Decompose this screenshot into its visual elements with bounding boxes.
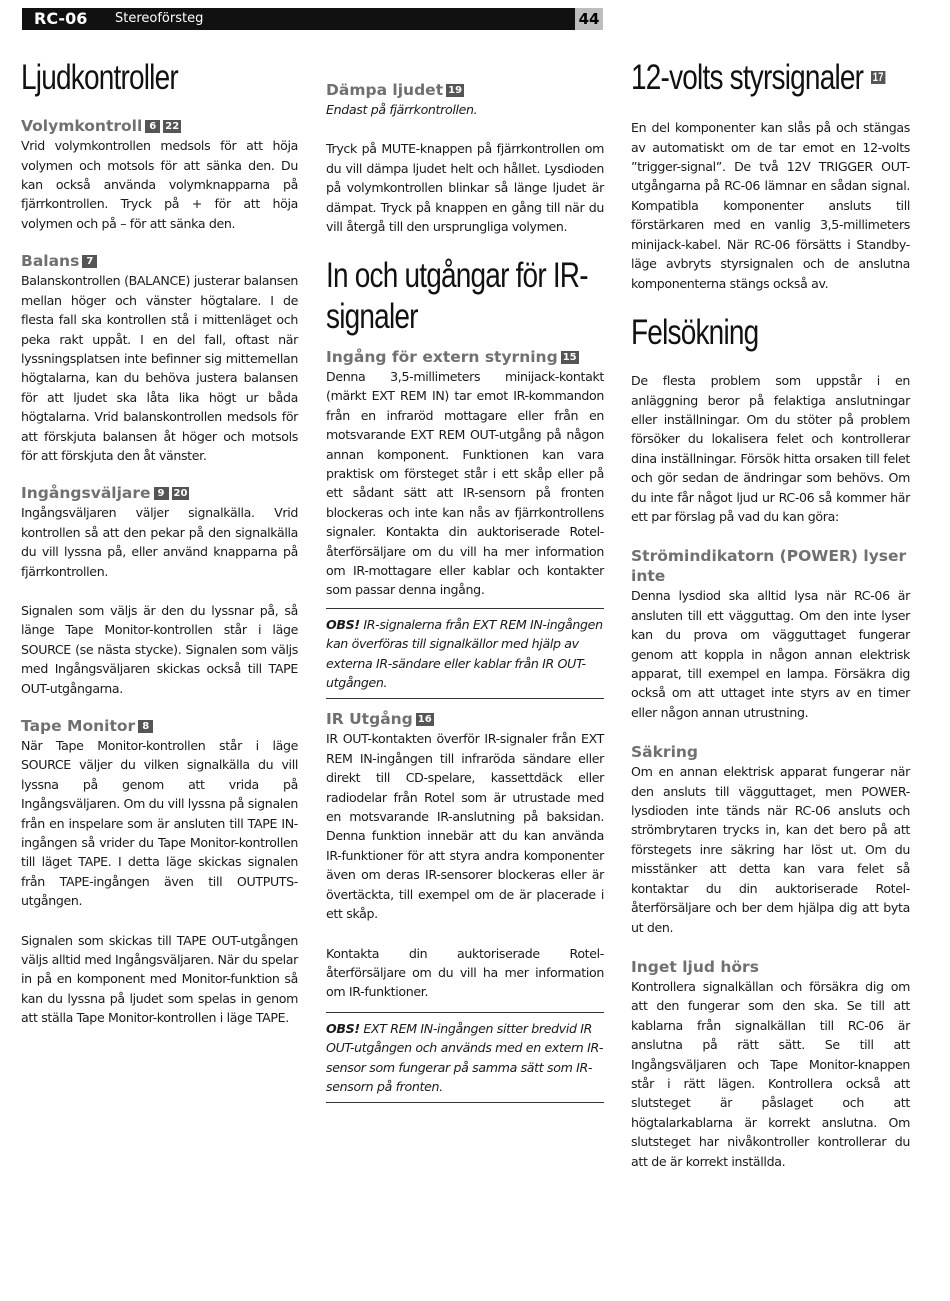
section-title-felsokning: Felsökning xyxy=(631,312,759,352)
badge: 19 xyxy=(448,85,463,96)
heading-ir-utgang: IR Utgång 16 xyxy=(326,710,432,729)
note-text: IR-signalerna från EXT REM IN-ingången kan överföras till signalkällor med hjälp av externa IR-sändare eller kablar från IR OUT-utgången. xyxy=(326,616,603,691)
badge: 20 xyxy=(173,488,188,500)
badge: 16 xyxy=(417,714,432,726)
paragraph-dampa: Tryck på MUTE-knappen på fjärrkontrollen om du vill dämpa ljudet helt och hållet. Lysdioden på volymkontrollen blinkar så länge ljudet är dämpat. Tryck på knappen en gång till när du vill återgå till den ursprungliga volymen. xyxy=(326,141,604,235)
column-left xyxy=(21,58,298,1028)
heading-ingang-extern: Ingång för extern styrning 15 xyxy=(326,347,577,366)
paragraph-ingang-extern: Denna 3,5-millimeters minijack-kontakt (märkt EXT REM IN) tar emot IR-kommandon från en infraröd mottagare eller från en motsvarande EXT REM OUT-utgång på någon annan komponent. Funktionen kan vara praktisk om försteget står i ett skåp eller på ett sådant sätt att IR-sensorn på fronten blockeras och inte kan nås av fjärrkontrollens signaler. Kontakta din auktoriserade Rotel-återförsäljare om du vill ha mer information om IR-mottagare eller kablar och kontakter som passar denna ingång. xyxy=(326,368,604,598)
badge: 7 xyxy=(82,255,97,268)
paragraph-12v: En del komponenter kan slås på och stängas av automatiskt om de tar emot en 12-volts ”trigger-signal”. De två 12V TRIGGER OUT-utgångarna på RC-06 lämnar en sådan signal. Kompatibla komponenter ansluts till förstärkaren med en vanlig 3,5-millimeters minijack-kabel. När RC-06 försätts i Standby-läge avbryts styrsignalen och de anslutna komponenterna stängs också av. xyxy=(631,120,910,291)
badge: 9 xyxy=(154,487,169,500)
badge: 15 xyxy=(562,351,577,363)
heading-dampa-ljudet: Dämpa ljudet 19 xyxy=(326,81,463,99)
note-label: OBS! xyxy=(326,1020,360,1036)
section-title-ljudkontroller: Ljudkontroller xyxy=(21,58,178,97)
paragraph-inget-ljud: Kontrollera signalkällan och försäkra dig om att den fungerar som den ska. Se till att kablarna från signalkällan till RC-06 är anslutna på rätt sätt. Se till att Ingångsväljaren och Tape Monitor-knappen står i rätt lägen. Kontrollera också att slutsteget är påslaget och att högtalarkablarna är korrekt anslutna. Om slutsteget har nivåkontroller kontrollerar du att de är korrekt inställda. xyxy=(631,978,910,1169)
note-text: EXT REM IN-ingången sitter bredvid IR OUT-utgången och används med en extern IR-sensor som fungerar på samma sätt som IR-sensorn på fronten. xyxy=(326,1020,604,1094)
note-label: OBS! xyxy=(326,616,360,632)
paragraph-tape-1: När Tape Monitor-kontrollen står i läge SOURCE väljer du vilken signalkälla du vill lyssna på genom att vrida på Ingångsväljaren. Om du vill lyssna på signalen från en inspelare som är ansluten till TAPE IN-ingången så vrider du Tape Monitor-kontrollen till läget TAPE. I detta läge skickas signalen från TAPE-ingången även till OUTPUTS-utgången. xyxy=(21,738,298,909)
page-header xyxy=(22,8,603,30)
note-obs-1 xyxy=(326,608,604,700)
header-subtitle: Stereoförsteg xyxy=(115,11,204,26)
paragraph-power: Denna lysdiod ska alltid lysa när RC-06 är ansluten till ett vägguttag. Om den inte lyser kan du prova om vägguttaget fungerar genom att koppla in någon annan elektrisk apparat, till exempel en lampa. Försäkra dig också om att uttaget inte styrs av en timer eller någon annan utrustning. xyxy=(631,588,910,720)
paragraph-ir-utgang-2: Kontakta din auktoriserade Rotel-återförsäljare om du vill ha mer information om IR-funktioner. xyxy=(326,945,604,1000)
heading-inget-ljud: Inget ljud hörs xyxy=(631,957,759,976)
heading-volymkontroll: Volymkontroll 6 22 xyxy=(21,117,180,136)
paragraph-ingang-1: Ingångsväljaren väljer signalkälla. Vrid kontrollen så att den pekar på den signalkälla du vill lyssna på, eller använd knapparna på fjärrkontrollen. xyxy=(21,505,298,579)
column-right xyxy=(631,58,910,1171)
badge: 17 xyxy=(872,70,884,84)
heading-tape-monitor: Tape Monitor 8 xyxy=(21,716,298,736)
heading-sakring: Säkring xyxy=(631,743,699,762)
badge: 22 xyxy=(165,121,180,133)
badge: 6 xyxy=(145,120,160,133)
paragraph-balans: Balanskontrollen (BALANCE) justerar balansen mellan höger och vänster högtalare. I de flesta fall ska kontrollen stå i mittenläget och peka rakt uppåt. I en del fall, oftast när lyssningsplatsen inte befinner sig mittemellan högtalarna, kan du behöva justera balansen för att ljudet ska låta lika högt ur båda högtalarna. Vrid balanskontrollen medsols för att förskjuta balansen åt höger och motsols för att förskjuta den åt vänster. xyxy=(21,273,298,463)
column-middle xyxy=(326,80,604,1103)
model-name: RC-06 xyxy=(34,9,88,28)
paragraph-tape-2: Signalen som skickas till TAPE OUT-utgången väljs alltid med Ingångsväljaren. När du spelar in på en komponent med Monitor-funktion så kan du lyssna på ljudet som spelas in genom att ställa Tape Monitor-kontrollen i läge TAPE. xyxy=(21,932,298,1026)
page-number: 44 xyxy=(575,8,603,30)
note-obs-2 xyxy=(326,1012,604,1104)
badge: 8 xyxy=(138,720,153,733)
paragraph-ingang-2: Signalen som väljs är den du lyssnar på, så länge Tape Monitor-kontrollen står i läge SOURCE (se nästa stycke). Signalen som väljs med Ingångsväljaren skickas också till TAPE OUT-utgångarna. xyxy=(21,602,298,696)
heading-ingangsvaljare: Ingångsväljare 9 20 xyxy=(21,484,188,503)
heading-balans: Balans 7 xyxy=(21,251,298,271)
paragraph-volym: Vrid volymkontrollen medsols för att höja volymen och motsols för att sänka den. Du kan också använda volymknapparna på fjärrkontrollen. Tryck på + för att höja volymen och på – för att sänka den. xyxy=(21,138,298,231)
section-title-ir: In och utgångar för IR-signaler xyxy=(326,256,588,336)
paragraph-sakring: Om en annan elektrisk apparat fungerar när den ansluts till vägguttaget, men POWER-lysdioden inte tänds när RC-06 ansluts och strömbrytaren trycks in, kan det bero på att förstegets inre säkring har löst ut. Om du misstänker att detta kan vara felet så kontaktar du din auktoriserade Rotel-återförsäljare och ber dem hjälpa dig att byta ut den. xyxy=(631,764,910,935)
paragraph-felsokning: De flesta problem som uppstår i en anläggning beror på felaktiga anslutningar eller inställningar. Om du stöter på problem försöker du lokalisera felet och kontrollerar dina inställningar. Försök hitta orsaken till felet och gör sedan de ändringar som behövs. Om du inte får något ljud ur RC-06 så kommer här ett par förslag på vad du kan göra: xyxy=(631,373,910,524)
heading-stromindikatorn: Strömindikatorn (POWER) lyser inte xyxy=(631,547,907,586)
subtitle-dampa: Endast på fjärrkontrollen. xyxy=(326,102,478,117)
paragraph-ir-utgang-1: IR OUT-kontakten överför IR-signaler från EXT REM IN-ingången till infraröda sändare eller direkt till CD-spelare, kassettdäck eller radiodelar från Rotel som är utrustade med en motsvarande IR-anslutning på baksidan. Denna funktion innebär att du kan använda IR-funktioner för att styra andra komponenter även om deras IR-sensorer blockeras eller är övertäckta, till exempel om de är placerade i ett skåp. xyxy=(326,731,604,922)
section-title-12v: 12-volts styrsignaler 17 xyxy=(631,58,884,97)
